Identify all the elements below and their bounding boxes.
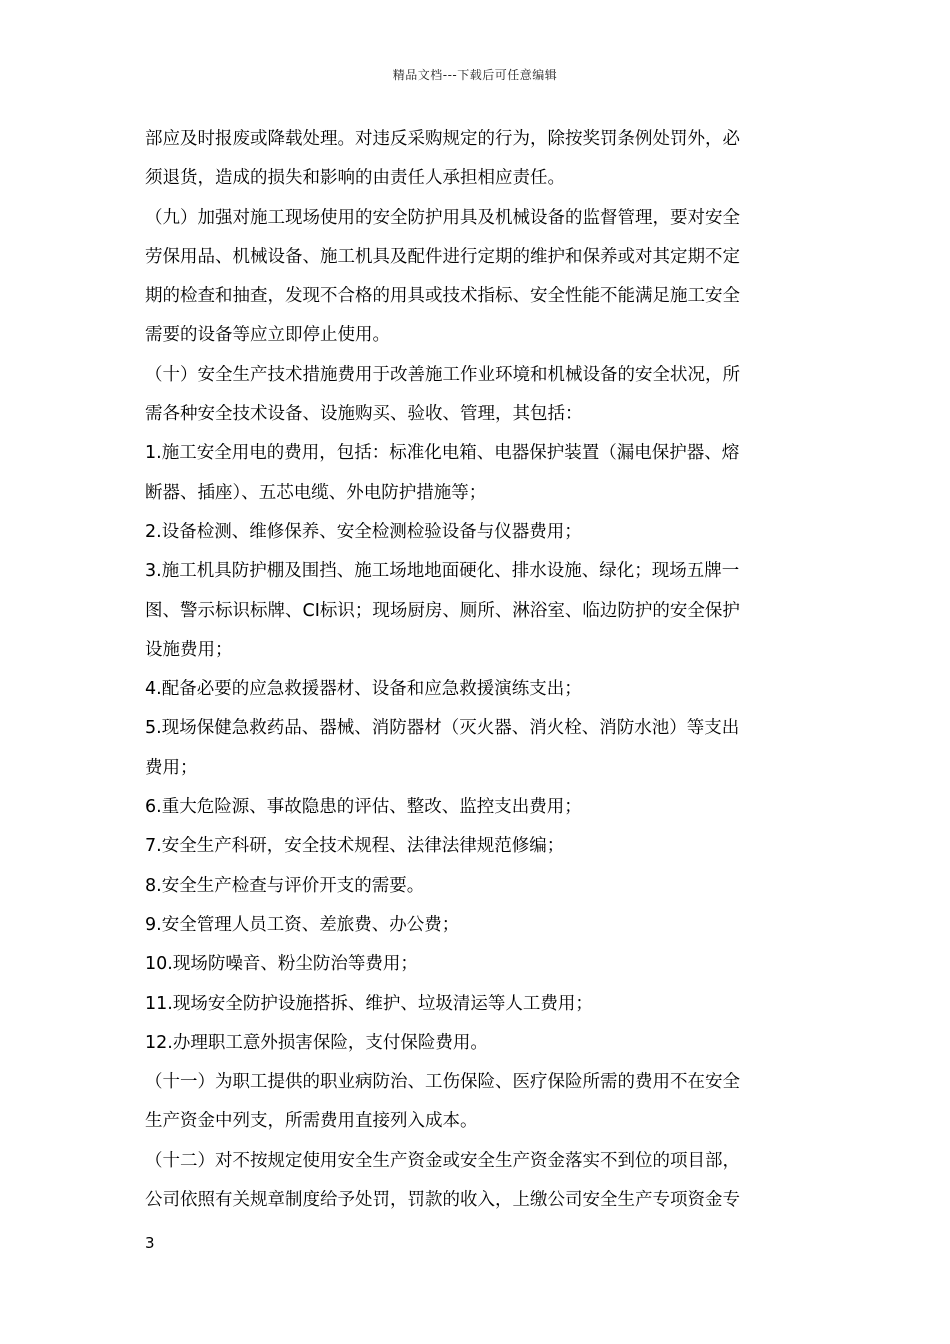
text-line: （十二）对不按规定使用安全生产资金或安全生产资金落实不到位的项目部，	[145, 1150, 740, 1171]
text-line: 6.重大危险源、事故隐患的评估、整改、监控支出费用；	[145, 797, 582, 818]
text-line: 生产资金中列支，所需费用直接列入成本。	[145, 1111, 478, 1132]
text-line: 须退货，造成的损失和影响的由责任人承担相应责任。	[145, 168, 565, 189]
page-header: 精品文档---下载后可任意编辑	[392, 68, 558, 82]
text-line: 9.安全管理人员工资、差旅费、办公费；	[145, 914, 460, 935]
text-line: 8.安全生产检查与评价开支的需要。	[145, 875, 425, 896]
text-line: 需要的设备等应立即停止使用。	[145, 325, 390, 346]
text-line: 12.办理职工意外损害保险，支付保险费用。	[145, 1032, 488, 1053]
text-line: 期的检查和抽查，发现不合格的用具或技术指标、安全性能不能满足施工安全	[145, 286, 740, 307]
text-line: （十一）为职工提供的职业病防治、工伤保险、医疗保险所需的费用不在安全	[145, 1072, 740, 1093]
text-line: 3.施工机具防护棚及围挡、施工场地地面硬化、排水设施、绿化；现场五牌一	[145, 561, 740, 582]
text-line: 1.施工安全用电的费用，包括：标准化电箱、电器保护装置（漏电保护器、熔	[145, 443, 740, 464]
document-body	[145, 120, 810, 1220]
text-line: 10.现场防噪音、粉尘防治等费用；	[145, 954, 418, 975]
text-line: 劳保用品、机械设备、施工机具及配件进行定期的维护和保养或对其定期不定	[145, 246, 740, 267]
text-line: 断器、插座）、五芯电缆、外电防护措施等；	[145, 482, 487, 503]
text-line: 11.现场安全防护设施搭拆、维护、垃圾清运等人工费用；	[145, 993, 593, 1014]
text-line: 7.安全生产科研，安全技术规程、法律法律规范修编；	[145, 836, 565, 857]
text-line: （九）加强对施工现场使用的安全防护用具及机械设备的监督管理，要对安全	[145, 207, 740, 228]
text-line: 4.配备必要的应急救援器材、设备和应急救援演练支出；	[145, 679, 582, 700]
text-line: 2.设备检测、维修保养、安全检测检验设备与仪器费用；	[145, 521, 582, 542]
text-line: 部应及时报废或降载处理。对违反采购规定的行为，除按奖罚条例处罚外，必	[145, 129, 740, 149]
page-number: 3	[145, 1234, 155, 1252]
text-line: （十）安全生产技术措施费用于改善施工作业环境和机械设备的安全状况，所	[145, 364, 740, 385]
text-line: 图、警示标识标牌、CI标识；现场厨房、厕所、淋浴室、临边防护的安全保护	[145, 600, 740, 621]
text-line: 费用；	[145, 757, 198, 778]
text-line: 设施费用；	[145, 639, 233, 660]
text-line: 需各种安全技术设备、设施购买、验收、管理，其包括：	[145, 404, 583, 425]
text-line: 5.现场保健急救药品、器械、消防器材（灭火器、消火栓、消防水池）等支出	[145, 718, 740, 739]
text-line: 公司依照有关规章制度给予处罚，罚款的收入，上缴公司安全生产专项资金专	[145, 1190, 740, 1211]
